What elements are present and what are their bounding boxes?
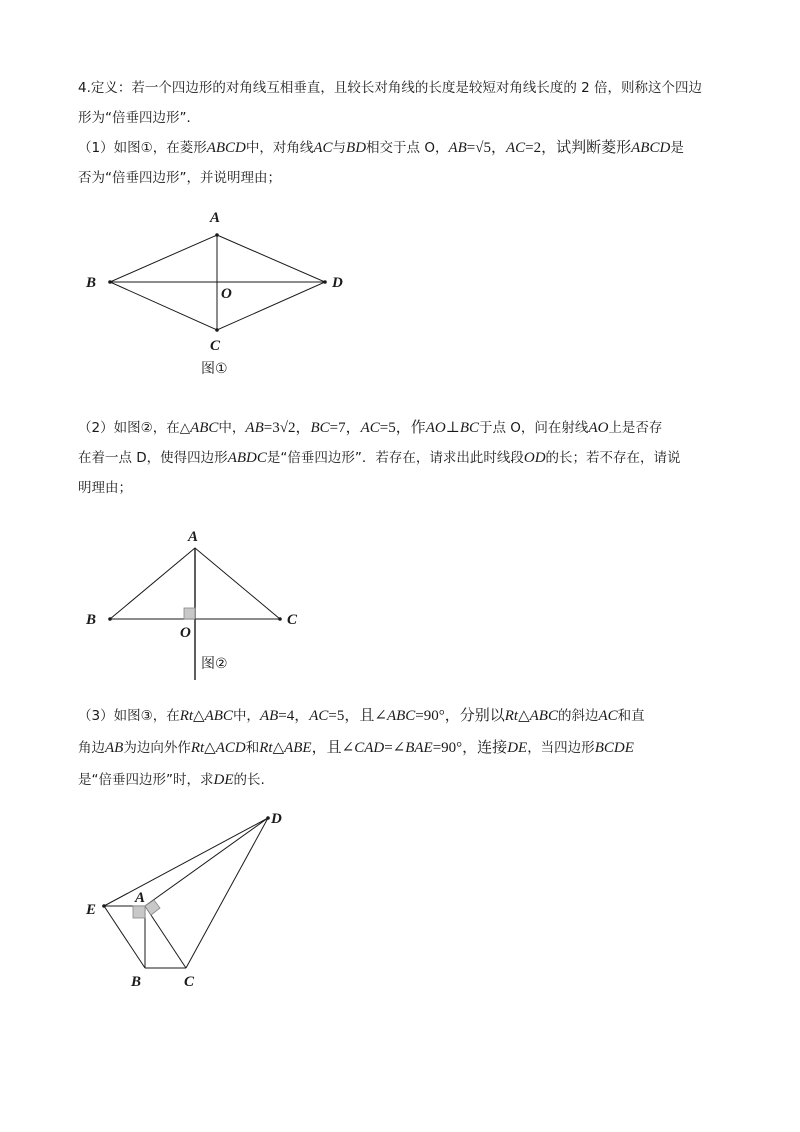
label-o: O — [221, 286, 232, 302]
text: （1）如图①，在菱形 — [78, 140, 207, 156]
text: 是 — [670, 140, 684, 156]
text: 的长；若不存在，请说 — [545, 450, 681, 466]
math: AC — [506, 140, 526, 156]
text: =90°，连接 — [432, 740, 508, 756]
text: （3）如图③，在 — [78, 708, 180, 724]
math: ⊥ — [445, 420, 460, 436]
definition-text-cont: 形为“倍垂四边形”． — [78, 110, 200, 126]
text: （2）如图②，在△ — [78, 420, 191, 436]
point-b — [108, 280, 112, 284]
label-d3: D — [271, 811, 282, 827]
math: DE — [213, 772, 234, 788]
math: ABC — [386, 708, 416, 724]
right-angle-cad — [145, 900, 160, 915]
label-b: B — [86, 275, 97, 291]
math: AC — [313, 140, 333, 156]
math: CAD — [354, 740, 385, 756]
point-a — [215, 233, 219, 237]
math: Rt — [259, 740, 273, 756]
point-d — [323, 280, 327, 284]
math: ABCD — [631, 140, 671, 156]
text: 为边向外作 — [123, 740, 191, 756]
math: =√5， — [466, 140, 506, 156]
math: DE — [507, 740, 528, 756]
text: 和 — [245, 740, 260, 756]
text: 明理由； — [78, 480, 132, 496]
right-angle-marker — [184, 608, 195, 619]
math: ACD — [215, 740, 246, 756]
text: 上是否存 — [608, 420, 663, 436]
math: BAE — [405, 740, 433, 756]
text: ，当四边形 — [527, 740, 595, 756]
text: =5，且∠ — [328, 708, 387, 724]
label-a2: A — [188, 529, 199, 545]
math: =∠ — [384, 740, 406, 756]
right-angle-bae — [133, 906, 145, 918]
math: ABDC — [227, 450, 267, 466]
point-c — [215, 328, 219, 332]
figure-1-caption: 图① — [201, 361, 228, 377]
text: 相交于点 O， — [366, 140, 449, 156]
text: ，且∠ — [311, 740, 355, 756]
text: 否为“倍垂四边形”，并说明理由； — [78, 170, 281, 186]
point-e3 — [102, 904, 106, 908]
figure-3 — [104, 818, 268, 968]
text: 角边 — [78, 740, 105, 756]
text: 是“倍垂四边形”．若存在，请求出此时线段 — [266, 450, 524, 466]
math: △ — [272, 740, 285, 756]
math: ABC — [204, 708, 233, 724]
math: ABC — [190, 420, 219, 436]
math: AC — [598, 708, 618, 724]
math: BC — [459, 420, 480, 436]
text: 和直 — [617, 708, 645, 724]
point-b2 — [108, 617, 112, 621]
math: AB — [259, 708, 279, 724]
math: △ — [518, 708, 530, 724]
text: 于点 O，问在射线 — [479, 420, 589, 436]
text: 的长. — [233, 772, 265, 788]
figure-1-rhombus — [110, 235, 325, 330]
text: 与 — [332, 140, 347, 156]
label-e3: E — [86, 902, 97, 918]
math: Rt — [190, 740, 205, 756]
text: 的斜边 — [557, 708, 599, 724]
label-a3: A — [135, 890, 146, 906]
label-c3: C — [184, 974, 195, 990]
math: =3√2， — [263, 420, 311, 436]
math: AB — [448, 140, 467, 156]
point-d3 — [266, 816, 270, 820]
text: =5，作 — [379, 420, 426, 436]
math: BCDE — [594, 740, 634, 756]
math: BC — [310, 420, 330, 436]
point-c2 — [278, 617, 282, 621]
text: 是“倍垂四边形”时，求 — [78, 772, 214, 788]
text: 在着一点 D，使得四边形 — [78, 450, 228, 466]
text: 中，对角线 — [245, 140, 314, 156]
math: =4， — [278, 708, 310, 724]
math: =7， — [329, 420, 361, 436]
math: AC — [309, 708, 329, 724]
text: 中， — [232, 708, 260, 724]
label-c: C — [210, 338, 221, 354]
label-a: A — [210, 210, 221, 226]
figure-2-caption: 图② — [201, 656, 228, 672]
segment-ad — [145, 818, 268, 906]
math: AB — [105, 740, 124, 756]
math: Rt — [179, 708, 194, 724]
problem-number: 4. — [78, 80, 91, 96]
math: BD — [346, 140, 367, 156]
label-b2: B — [86, 612, 97, 628]
math: ABCD — [206, 140, 246, 156]
math: △ — [193, 708, 205, 724]
definition-text: 定义：若一个四边形的对角线互相垂直，且较长对角线的长度是较短对角线长度的 2 倍，则称这个四边 — [90, 80, 703, 96]
label-d: D — [332, 275, 343, 291]
label-o2: O — [180, 625, 191, 641]
label-c2: C — [287, 612, 298, 628]
math: OD — [523, 450, 546, 466]
text: =90°，分别以 — [415, 708, 505, 724]
label-b3: B — [131, 974, 142, 990]
math: △ — [204, 740, 216, 756]
text: =2，试判断菱形 — [525, 140, 632, 156]
math: Rt — [504, 708, 519, 724]
math: AC — [360, 420, 380, 436]
math: AO — [588, 420, 609, 436]
math: AB — [245, 420, 264, 436]
math: ABE — [284, 740, 312, 756]
math: ABC — [529, 708, 558, 724]
text: 中， — [218, 420, 246, 436]
math: AO — [425, 420, 446, 436]
